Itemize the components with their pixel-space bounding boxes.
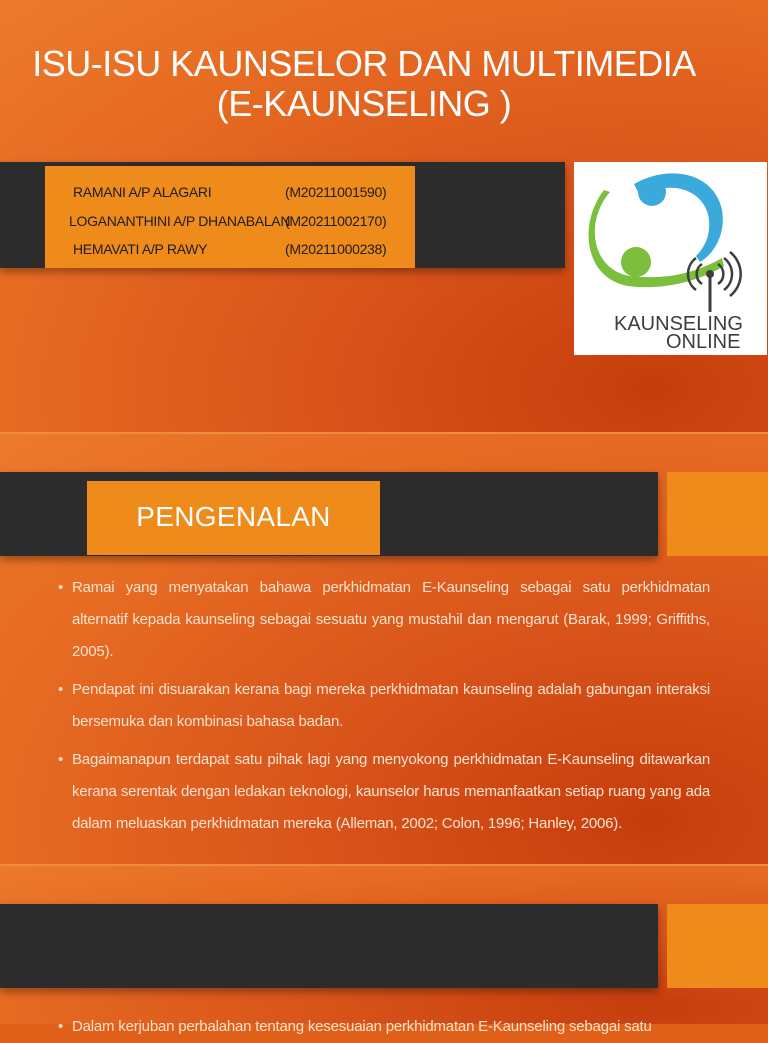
authors-box	[45, 166, 415, 268]
author-name: LOGANANTHINI A/P DHANABALAN	[69, 213, 291, 229]
list-item	[58, 572, 710, 668]
list-item	[58, 674, 710, 738]
bullet-icon: •	[58, 681, 64, 698]
logo-text-line1: KAUNSELING	[614, 313, 743, 335]
title-line-2: (E-KAUNSELING )	[216, 83, 512, 124]
next-slide	[0, 866, 768, 1035]
author-name: HEMAVATI A/P RAWY	[73, 241, 208, 257]
bullet-text: Ramai yang menyatakan bahawa perkhidmatan E-Kaunseling sebagai satu perkhidmatan alternatif kepada kaunseling sebagai sesuatu yang mustahil dan mengarut (Barak, 1999; Griffiths, 2005).	[72, 579, 710, 660]
author-id: (M20211000238)	[285, 241, 387, 257]
bullet-icon: •	[58, 579, 64, 596]
bullet-text: Bagaimanapun terdapat satu pihak lagi yang menyokong perkhidmatan E-Kaunseling ditawarkan kerana serentak dengan ledakan teknologi, kaunselor harus memanfaatkan setiap ruang yang ada dalam meluaskan perkhidmatan mereka (Alleman, 2002; Colon, 1996; Hanley, 2006).	[72, 751, 710, 832]
author-id: (M20211002170)	[285, 213, 387, 229]
bullet-text: Pendapat ini disuarakan kerana bagi mereka perkhidmatan kaunseling adalah gabungan interaksi bersemuka dan kombinasi bahasa badan.	[72, 681, 710, 730]
author-row	[45, 213, 415, 233]
author-row	[45, 184, 415, 204]
section-title: PENGENALAN	[136, 501, 331, 532]
logo-graphic	[574, 162, 767, 355]
title-slide	[0, 0, 768, 432]
list-item	[58, 1011, 724, 1043]
bullet-text: Dalam kerjuban perbalahan tentang kesesuaian perkhidmatan E-Kaunseling sebagai satu	[72, 1018, 652, 1035]
accent-square	[667, 904, 768, 988]
slide-title	[0, 44, 728, 124]
author-name: RAMANI A/P ALAGARI	[73, 184, 212, 200]
list-item	[58, 744, 710, 840]
author-id: (M20211001590)	[285, 184, 387, 200]
bullet-icon: •	[58, 751, 64, 768]
bullet-list	[58, 572, 710, 846]
accent-square	[667, 472, 768, 556]
logo-text-line2: ONLINE	[666, 331, 741, 353]
author-row	[45, 241, 415, 261]
kaunseling-online-logo	[574, 162, 767, 355]
title-line-1: ISU-ISU KAUNSELOR DAN MULTIMEDIA	[32, 43, 696, 84]
dark-band	[0, 904, 658, 988]
bullet-icon: •	[58, 1018, 64, 1035]
section-title-box	[87, 481, 380, 555]
introduction-slide	[0, 434, 768, 864]
